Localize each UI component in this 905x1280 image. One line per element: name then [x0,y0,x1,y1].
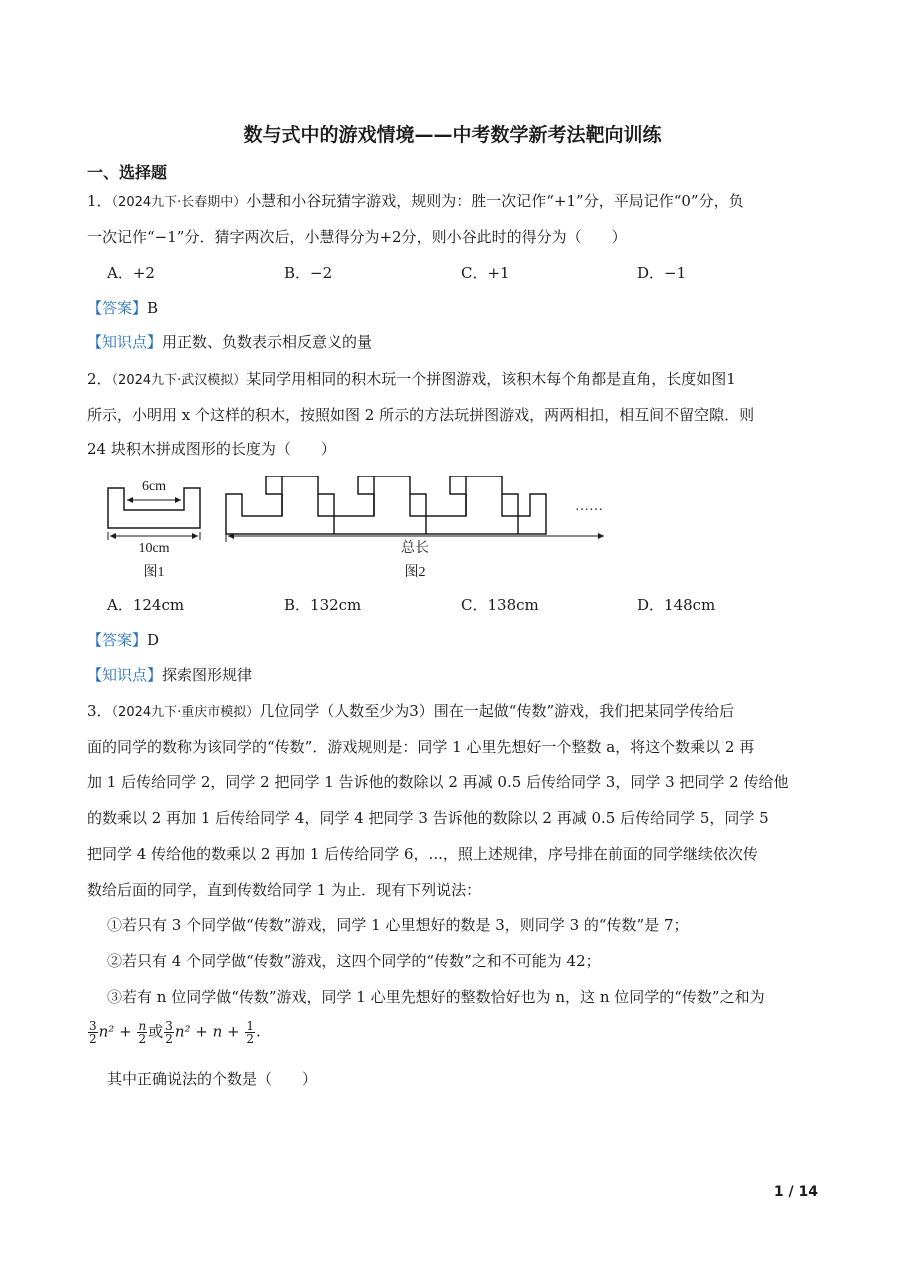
q3-line-2: 面的同学的数称为该同学的“传数”．游戏规则是：同学 1 心里先想好一个整数 a，将这个数乘以 2 再 [87,738,755,756]
inner-dimension-label: 6cm [141,479,167,494]
q1-line-1 [87,190,744,211]
formula-term: n² + n + [174,1022,240,1041]
answer-tag: 【答案】 [87,631,148,649]
q3-statement-3: ③若有 n 位同学做“传数”游戏，同学 1 心里先想好的整数恰好也为 n，这 n 位同学的“传数”之和为 [107,988,765,1006]
q3-line-6: 数给后面的同学，直到传数给同学 1 为止．现有下列说法： [87,881,482,899]
q1-knowledge-point [87,331,372,352]
block-seam [450,476,466,516]
fraction: $\frac{3}{2}$ [165,1019,173,1046]
q2-option-d: D．148cm [637,596,716,614]
q2-option-b: B．132cm [284,596,362,614]
q3-statement-2: ②若只有 4 个同学做“传数”游戏，这四个同学的“传数”之和不可能为 42； [107,952,601,970]
block-seam [266,476,282,516]
q1-source: （2024九下·长春期中） [111,195,247,210]
q3-formula [87,1020,261,1045]
block-seam [318,494,334,534]
puzzle-outline [226,476,546,534]
knowledge-tag: 【知识点】 [87,666,163,684]
q3-line-4: 的数乘以 2 再加 1 后传给同学 4，同学 4 把同学 3 告诉他的数除以 2 再减 0.5 后传给同学 5，同学 5 [87,809,769,827]
q3-number: 3． [87,702,112,720]
q1-answer [87,297,158,318]
q2-answer [87,629,159,650]
q2-figure [100,476,620,586]
arrow-right-icon [175,497,181,503]
formula-or: 或 [148,1022,164,1041]
formula-term: n² + [98,1022,132,1041]
q2-line-2: 所示，小明用 x 个这样的积木，按照如图 2 所示的方法玩拼图游戏，两两相扣，相互间不留空隙．则 [87,406,755,424]
q2-knowledge-point [87,664,252,685]
q1-option-c: C．+1 [461,264,510,282]
block-seam [502,494,518,534]
q1-option-b: B．−2 [284,264,333,282]
outer-dimension-label: 10cm [138,541,170,556]
q3-text-1: 几位同学（人数至少为3）围在一起做“传数”游戏，我们把某同学传给后 [259,702,735,720]
q1-number: 1． [87,192,112,210]
q2-option-c: C．138cm [461,596,539,614]
q3-question: 其中正确说法的个数是（ ） [107,1070,318,1088]
q2-source: （2024九下·武汉模拟） [111,373,247,388]
continuation-ellipsis: …… [575,499,603,514]
figure-1-caption: 图1 [143,565,165,580]
arrow-right-icon [598,533,604,539]
block-shape [108,488,200,528]
q1-answer-value: B [147,299,159,317]
block-seam [358,476,374,516]
fraction: $\frac{1}{2}$ [246,1019,255,1046]
q2-line-1 [87,368,736,389]
arrow-left-icon [127,497,133,503]
q3-line-5: 把同学 4 传给他的数乘以 2 再加 1 后传给同学 6，...，照上述规律，序号排在前面的同学继续依次传 [87,845,758,863]
fraction: $\frac{n}{2}$ [138,1019,147,1046]
q3-statement-1: ①若只有 3 个同学做“传数”游戏，同学 1 心里想好的数是 3，则同学 3 的“传数”是 7； [107,916,689,934]
arrow-right-icon [192,533,198,539]
answer-tag: 【答案】 [87,299,148,317]
q2-answer-value: D [147,631,160,649]
q2-number: 2． [87,370,112,388]
spacer [226,476,278,510]
page-title: 数与式中的游戏情境——中考数学新考法靶向训练 [243,124,662,146]
q1-line-2: 一次记作“−1”分．猜字两次后，小慧得分为+2分，则小谷此时的得分为（ ） [87,228,627,246]
q3-line-1 [87,700,734,721]
q2-text-1: 某同学用相同的积木玩一个拼图游戏，该积木每个角都是直角，长度如图1 [246,370,736,388]
arrow-left-icon [110,533,116,539]
q2-option-a: A．124cm [107,596,185,614]
figure-2-caption: 图2 [404,565,426,580]
q1-knowledge-text: 用正数、负数表示相反意义的量 [162,333,373,351]
fraction: $\frac{3}{2}$ [89,1019,97,1046]
section-heading: 一、选择题 [87,163,168,182]
q2-line-3: 24 块积木拼成图形的长度为（ ） [87,440,336,458]
q3-line-3: 加 1 后传给同学 2，同学 2 把同学 1 告诉他的数除以 2 再减 0.5 后传给同学 3，同学 3 把同学 2 传给他 [87,773,789,791]
q1-option-a: A．+2 [107,264,155,282]
block-seam [410,494,426,534]
knowledge-tag: 【知识点】 [87,333,163,351]
total-length-label: 总长 [401,541,429,556]
q3-source: （2024九下·重庆市模拟） [111,705,260,720]
q2-knowledge-text: 探索图形规律 [162,666,253,684]
q1-option-d: D．−1 [637,264,687,282]
q1-text-1: 小慧和小谷玩猜字游戏，规则为：胜一次记作“+1”分，平局记作“0”分，负 [246,192,744,210]
page-number: 1 / 14 [773,1184,818,1200]
formula-end: . [256,1022,261,1041]
